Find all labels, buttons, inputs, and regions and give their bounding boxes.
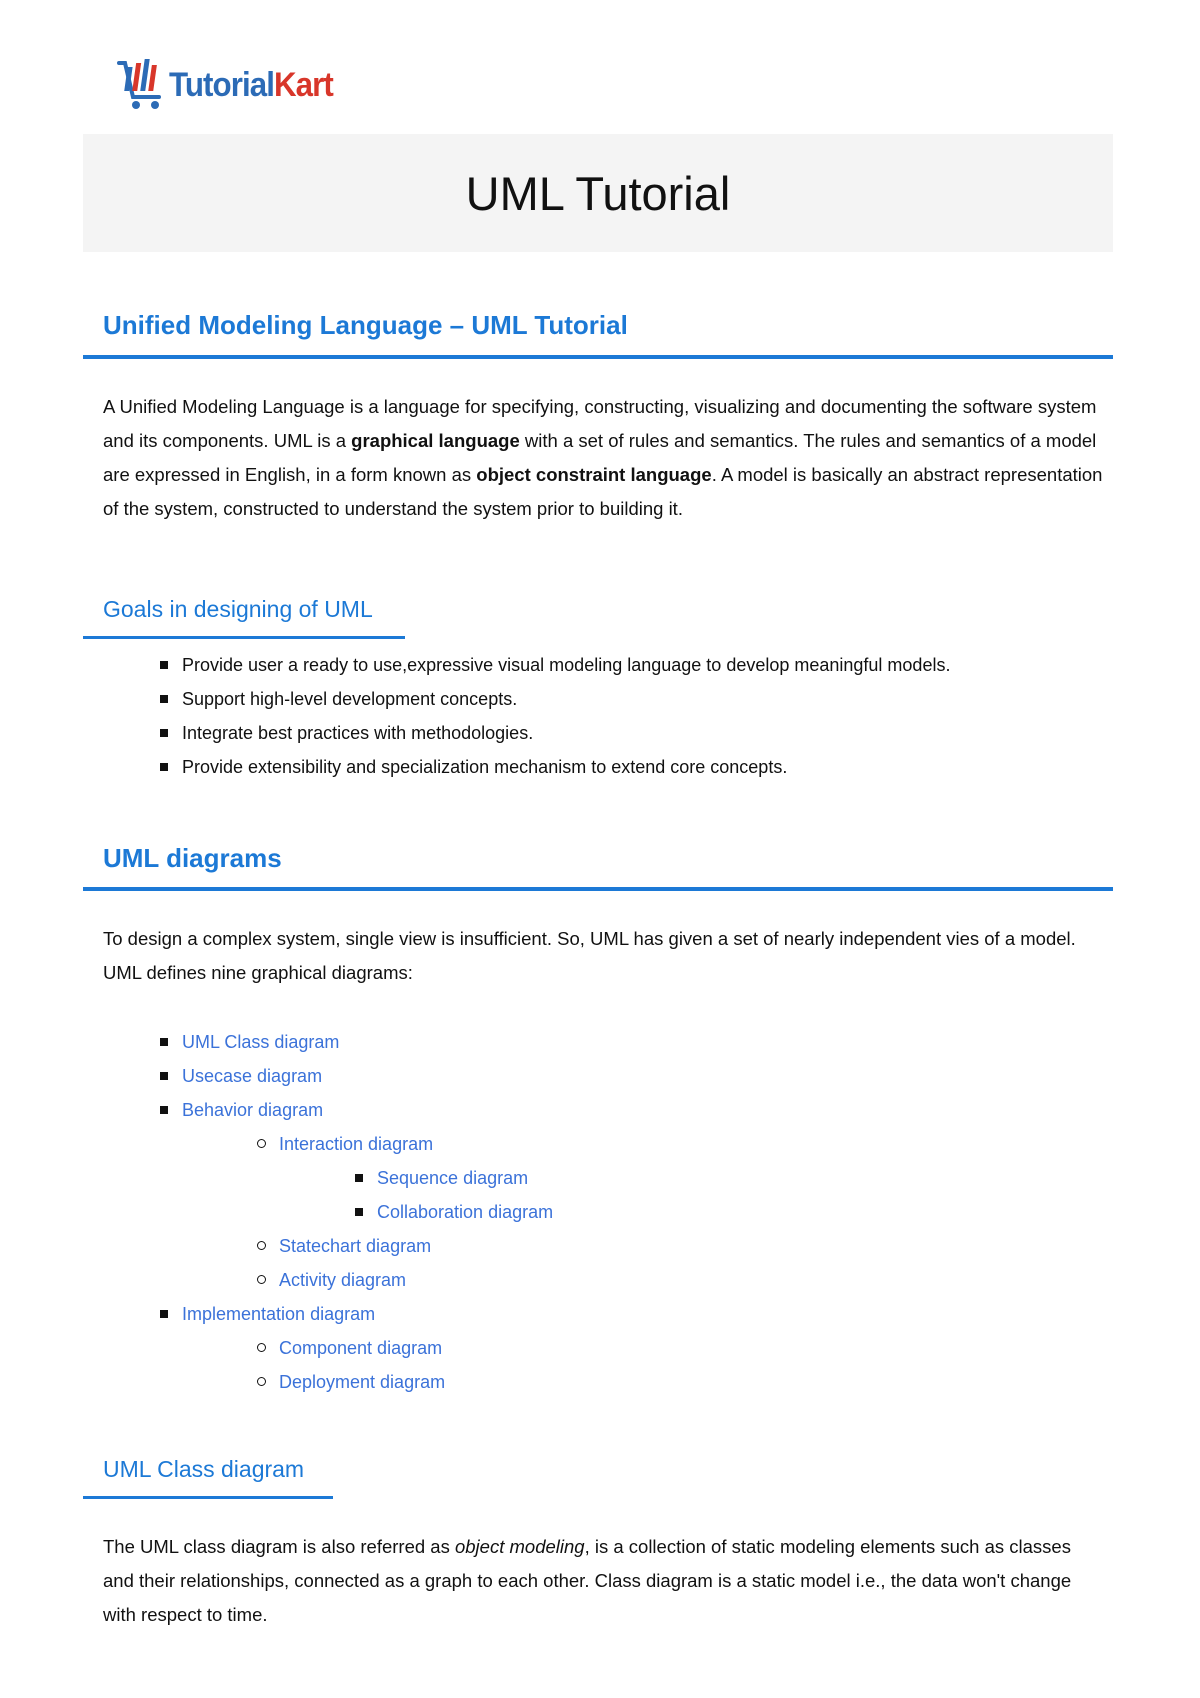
title-banner	[83, 134, 1113, 252]
goal-text: Provide extensibility and specialization mechanism to extend core concepts.	[182, 757, 788, 777]
diagram-list-item	[355, 1195, 553, 1229]
section-heading-diagrams: UML diagrams	[83, 843, 1113, 891]
diagram-list-item	[257, 1127, 553, 1161]
diagram-link[interactable]: Interaction diagram	[279, 1134, 434, 1154]
section-heading-goals: Goals in designing of UML	[83, 596, 405, 639]
section-heading-uml: Unified Modeling Language – UML Tutorial	[83, 310, 1113, 359]
circle-bullet-icon	[257, 1377, 266, 1386]
square-bullet-icon	[160, 1072, 168, 1080]
diagram-link[interactable]: Statechart diagram	[279, 1236, 432, 1256]
goal-item	[160, 682, 950, 716]
square-bullet-icon	[160, 661, 168, 669]
diagram-link[interactable]: Collaboration diagram	[377, 1202, 554, 1222]
diagram-list-item	[257, 1365, 553, 1399]
diagram-list-item	[160, 1297, 553, 1331]
page-title: UML Tutorial	[465, 166, 731, 220]
diagram-list-item	[160, 1059, 553, 1093]
diagram-link[interactable]: Component diagram	[279, 1338, 443, 1358]
diagram-list-item	[160, 1093, 553, 1127]
diagram-link[interactable]: Deployment diagram	[279, 1372, 446, 1392]
circle-bullet-icon	[257, 1275, 266, 1284]
circle-bullet-icon	[257, 1343, 266, 1352]
class-diagram-paragraph: The UML class diagram is also referred as object modeling, is a collection of static modeling elements such as classes and their relationships, connected as a graph to each other. Class diagram is a static model i.e., the data won't change with respect to time.	[103, 1536, 1072, 1625]
diagram-list-item	[257, 1331, 553, 1365]
diagram-list-item	[355, 1161, 553, 1195]
square-bullet-icon	[160, 729, 168, 737]
goal-item	[160, 750, 950, 784]
shopping-cart-icon	[115, 57, 165, 113]
square-bullet-icon	[160, 1106, 168, 1114]
goal-text: Support high-level development concepts.	[182, 689, 518, 709]
diagram-list-item	[257, 1229, 553, 1263]
diagram-link[interactable]: UML Class diagram	[182, 1032, 340, 1052]
diagram-link[interactable]: Activity diagram	[279, 1270, 407, 1290]
intro-paragraph: A Unified Modeling Language is a language for specifying, constructing, visualizing and documenting the software system and its components. UML is a graphical language with a set of rules and semantics. The rules and semantics of a model are expressed in English, in a form known as object constraint language. A model is basically an abstract representation of the system, constructed to understand the system prior to building it.	[103, 396, 1103, 519]
goal-text: Integrate best practices with methodologies.	[182, 723, 534, 743]
goals-list	[160, 648, 950, 784]
diagram-link[interactable]: Implementation diagram	[182, 1304, 376, 1324]
diagram-link[interactable]: Sequence diagram	[377, 1168, 529, 1188]
goal-item	[160, 648, 950, 682]
diagram-list-item	[257, 1263, 553, 1297]
square-bullet-icon	[160, 763, 168, 771]
logo-text: TutorialKart	[169, 65, 333, 104]
square-bullet-icon	[160, 1038, 168, 1046]
circle-bullet-icon	[257, 1241, 266, 1250]
diagram-link[interactable]: Usecase diagram	[182, 1066, 323, 1086]
square-bullet-icon	[160, 1310, 168, 1318]
diagrams-list	[160, 1025, 553, 1399]
diagrams-paragraph: To design a complex system, single view is insufficient. So, UML has given a set of nearly independent vies of a model. UML defines nine graphical diagrams:	[103, 928, 1076, 983]
diagram-link[interactable]: Behavior diagram	[182, 1100, 324, 1120]
circle-bullet-icon	[257, 1139, 266, 1148]
diagram-list-item	[160, 1025, 553, 1059]
site-logo[interactable]	[115, 55, 347, 115]
square-bullet-icon	[160, 695, 168, 703]
square-bullet-icon	[355, 1174, 363, 1182]
section-heading-class-diagram: UML Class diagram	[83, 1456, 333, 1499]
goal-text: Provide user a ready to use,expressive visual modeling language to develop meaningful models.	[182, 655, 951, 675]
square-bullet-icon	[355, 1208, 363, 1216]
goal-item	[160, 716, 950, 750]
